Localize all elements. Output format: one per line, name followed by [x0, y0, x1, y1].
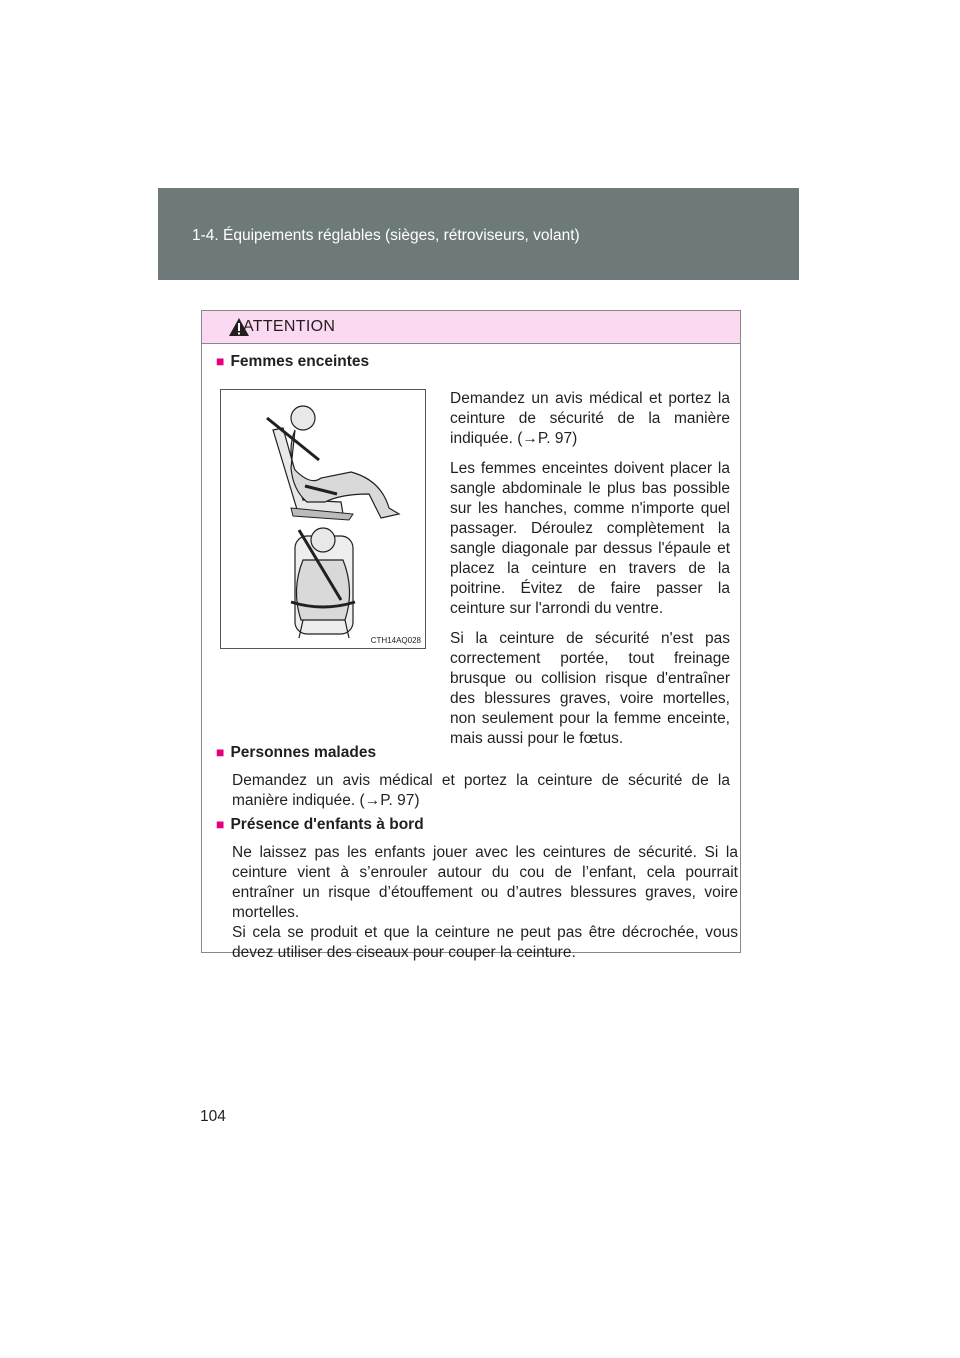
illustration-code: CTH14AQ028 [370, 636, 421, 645]
section-heading-sick: ■ Personnes malades [216, 744, 377, 761]
sick-text [232, 771, 730, 821]
chapter-title: 1-4. Équipements réglables (sièges, rétroviseurs, volant) [192, 227, 580, 244]
bullet-square-icon: ■ [216, 816, 225, 832]
bullet-square-icon: ■ [216, 744, 225, 760]
paragraph: Si cela se produit et que la ceinture ne peut pas être décrochée, vous devez utiliser des ciseaux pour couper la ceinture. [232, 924, 738, 961]
seatbelt-figure-icon [221, 390, 425, 648]
warning-title: ATTENTION [243, 318, 336, 335]
children-text [232, 843, 738, 973]
paragraph: Ne laissez pas les enfants jouer avec les ceintures de sécurité. Si la ceinture vient à s’enrouler autour du cou de l’enfant, cela pourrait entraîner un risque d’étouffement ou d’autres blessures graves, voire mortelles. [232, 844, 738, 921]
page-number: 104 [200, 1108, 226, 1125]
section-heading-children: ■ Présence d'enfants à bord [216, 816, 424, 833]
bullet-square-icon: ■ [216, 353, 225, 369]
paragraph: Les femmes enceintes doivent placer la sangle abdominale le plus bas possible sur les hanches, comme n'importe quel passager. Déroulez complètement la sangle diagonale par dessus l'épaule et placez la ceinture en travers de la poitrine. Évitez de faire passer la ceinture sur l'arrondi du ventre. [450, 460, 730, 617]
paragraph: Demandez un avis médical et portez la ceinture de sécurité de la manière indiquée. (→P. 97) [450, 390, 730, 447]
warning-box [201, 310, 741, 961]
section-heading-pregnant: ■ Femmes enceintes [216, 353, 370, 370]
chapter-header-band [158, 188, 799, 280]
warning-header [202, 311, 740, 344]
paragraph: Si la ceinture de sécurité n'est pas correctement portée, tout freinage brusque ou collision risque d'entraîner des blessures graves, voire mortelles, non seulement pour la femme enceinte, mais aussi pour le fœtus. [450, 630, 730, 747]
pregnant-seatbelt-illustration [220, 389, 426, 649]
paragraph: Demandez un avis médical et portez la ceinture de sécurité de la manière indiquée. (→P. 97) [232, 772, 730, 809]
pregnant-text [450, 389, 730, 759]
